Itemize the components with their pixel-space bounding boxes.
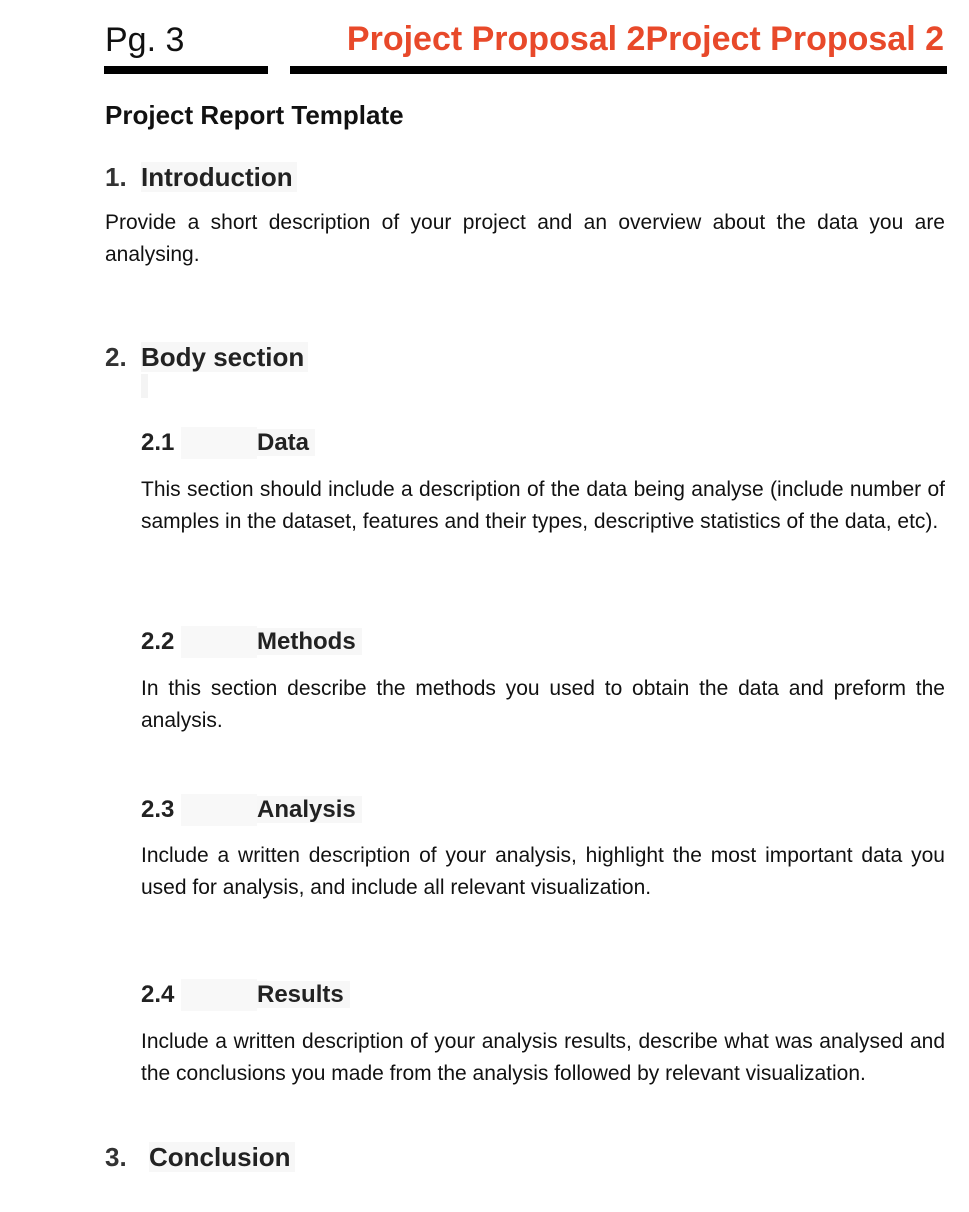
subsection-number: 2.1	[141, 427, 257, 459]
heading-conclusion	[105, 1141, 295, 1173]
section-number: 2.	[105, 342, 127, 372]
subsection-heading: Results	[257, 981, 350, 1008]
paragraph-introduction: Provide a short description of your project and an overview about the data you are analysing.	[105, 211, 945, 266]
page-number: Pg. 3	[105, 21, 185, 59]
heading-data	[141, 427, 315, 459]
subsection-heading: Data	[257, 429, 315, 456]
subsection-heading: Analysis	[257, 796, 362, 823]
subsection-number: 2.4	[141, 979, 257, 1011]
header-rule-left	[104, 66, 268, 74]
document-title: Project Report Template	[105, 100, 404, 130]
empty-paragraph-mark	[141, 374, 148, 398]
paragraph-analysis: Include a written description of your analysis, highlight the most important data you used for analysis, and include all relevant visualization.	[141, 844, 945, 899]
header-rule-right	[290, 66, 947, 74]
section-number: 1.	[105, 162, 127, 192]
heading-introduction	[105, 161, 297, 193]
heading-body-section	[105, 341, 308, 373]
subsection-heading: Methods	[257, 628, 362, 655]
subsection-number: 2.2	[141, 626, 257, 658]
paragraph-results: Include a written description of your analysis results, describe what was analysed and the conclusions you made from the analysis followed by relevant visualization.	[141, 1030, 945, 1085]
header-title: Project Proposal 2Project Proposal 2	[346, 20, 944, 58]
section-number: 3.	[105, 1142, 127, 1172]
section-heading: Conclusion	[149, 1142, 295, 1172]
heading-results	[141, 979, 350, 1011]
heading-analysis	[141, 794, 362, 826]
paragraph-data: This section should include a description of the data being analyse (include number of samples in the dataset, features and their types, descriptive statistics of the data, etc).	[141, 478, 945, 533]
subsection-number: 2.3	[141, 794, 257, 826]
section-heading: Introduction	[141, 162, 297, 192]
section-heading: Body section	[141, 342, 308, 372]
paragraph-methods: In this section describe the methods you used to obtain the data and preform the analysis.	[141, 677, 945, 732]
heading-methods	[141, 626, 362, 658]
